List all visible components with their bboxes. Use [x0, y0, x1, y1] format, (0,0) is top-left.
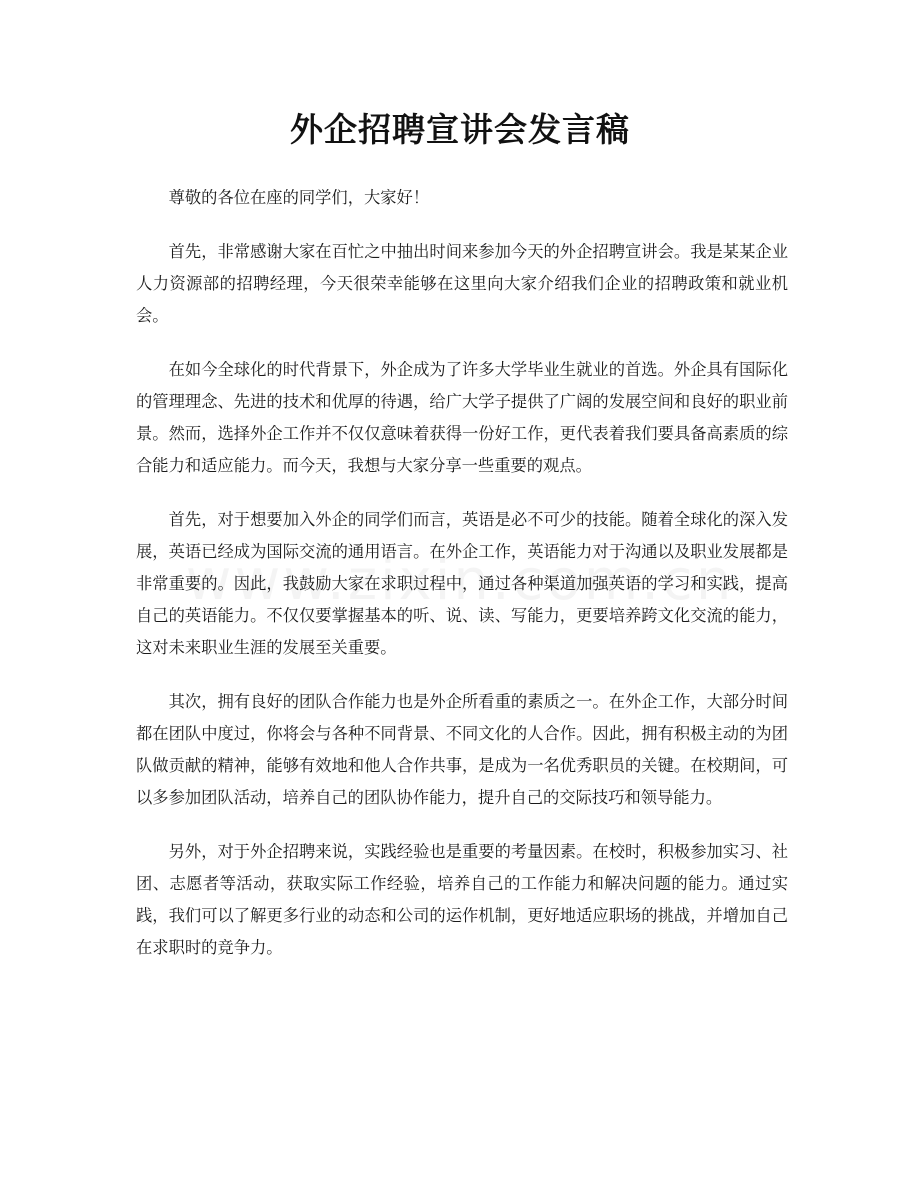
document-body — [136, 182, 788, 986]
english-skill-paragraph: 首先，对于想要加入外企的同学们而言，英语是必不可少的技能。随着全球化的深入发展，英语已经成为国际交流的通用语言。在外企工作，英语能力对于沟通以及职业发展都是非常重要的。因此，我鼓励大家在求职过程中，通过各种渠道加强英语的学习和实践，提高自己的英语能力。不仅仅要掌握基本的听、说、读、写能力，更要培养跨文化交流的能力，这对未来职业生涯的发展至关重要。 — [136, 510, 788, 657]
document-title: 外企招聘宣讲会发言稿 — [290, 110, 630, 149]
background-paragraph: 在如今全球化的时代背景下，外企成为了许多大学毕业生就业的首选。外企具有国际化的管理理念、先进的技术和优厚的待遇，给广大学子提供了广阔的发展空间和良好的职业前景。然而，选择外企工作并不仅仅意味着获得一份好工作，更代表着我们要具备高素质的综合能力和适应能力。而今天，我想与大家分享一些重要的观点。 — [136, 360, 788, 475]
greeting-paragraph: 尊敬的各位在座的同学们，大家好！ — [168, 188, 430, 207]
experience-paragraph: 另外，对于外企招聘来说，实践经验也是重要的考量因素。在校时，积极参加实习、社团、志愿者等活动，获取实际工作经验，培养自己的工作能力和解决问题的能力。通过实践，我们可以了解更多行业的动态和公司的运作机制，更好地适应职场的挑战，并增加自己在求职时的竞争力。 — [136, 842, 788, 957]
teamwork-paragraph: 其次，拥有良好的团队合作能力也是外企所看重的素质之一。在外企工作，大部分时间都在团队中度过，你将会与各种不同背景、不同文化的人合作。因此，拥有积极主动的为团队做贡献的精神，能够有效地和他人合作共事，是成为一名优秀职员的关键。在校期间，可以多参加团队活动，培养自己的团队协作能力，提升自己的交际技巧和领导能力。 — [136, 692, 788, 807]
intro-paragraph: 首先，非常感谢大家在百忙之中抽出时间来参加今天的外企招聘宣讲会。我是某某企业人力资源部的招聘经理，今天很荣幸能够在这里向大家介绍我们企业的招聘政策和就业机会。 — [136, 242, 788, 325]
